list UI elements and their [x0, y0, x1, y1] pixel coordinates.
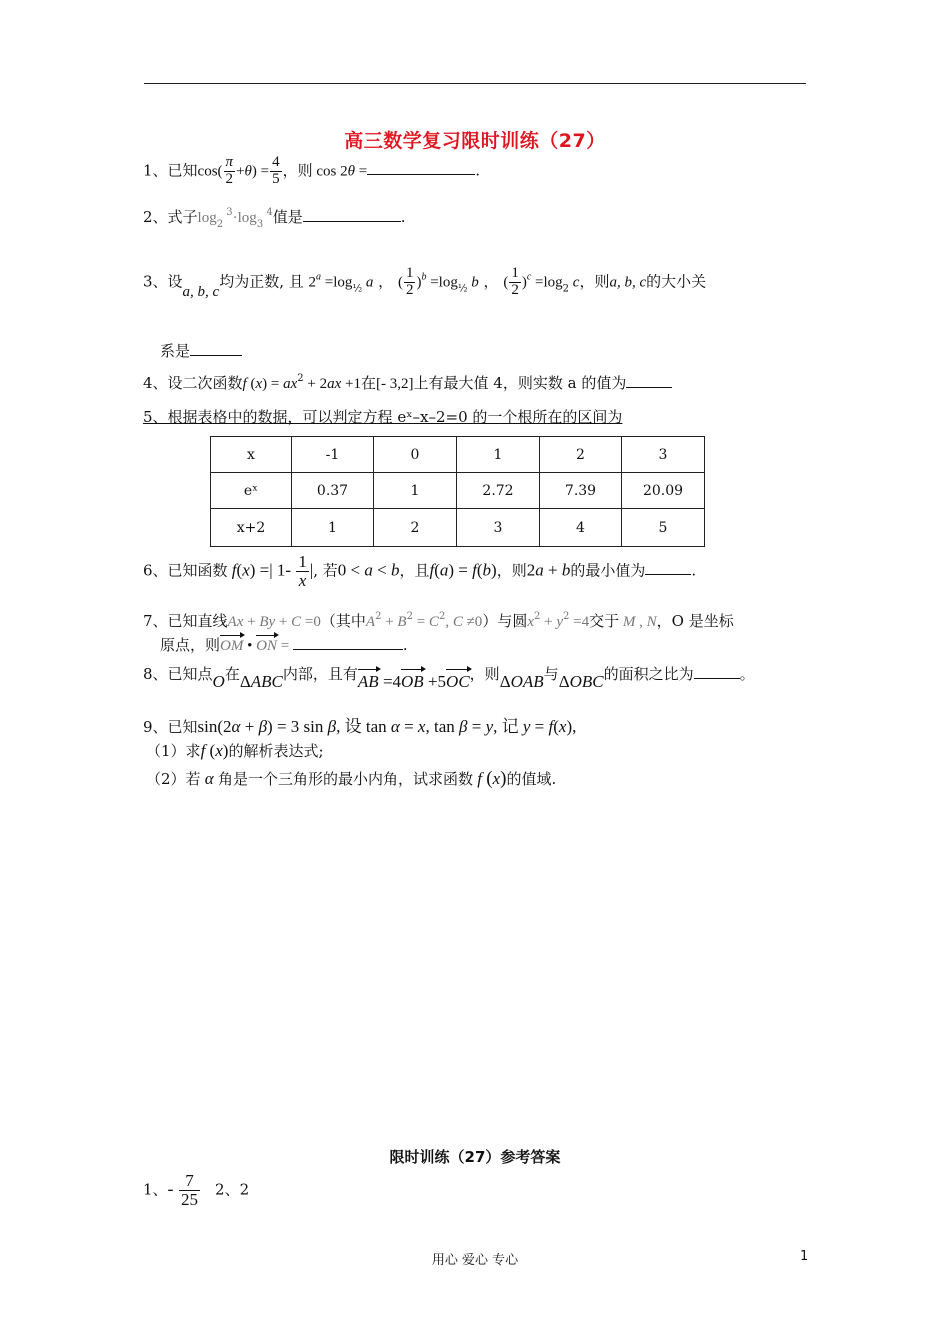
question-7-cont: 原点，则OM • ON = . — [160, 636, 408, 654]
table-cell: 2 — [540, 437, 622, 473]
page-title: 高三数学复习限时训练（27） — [344, 130, 606, 152]
question-2: 2、式子$\log_2 ^3\cdot\log_3$ $^4$值是 . — [143, 207, 406, 230]
question-3-cont: 系是 — [160, 340, 242, 361]
table-cell: 1 — [292, 509, 374, 547]
answers-title: 限时训练（27）参考答案 — [389, 1148, 561, 1166]
table-cell: -1 — [292, 437, 374, 473]
question-9: 9、已知sin(2α + β) = 3 sin β, 设 tan α = x, tan β = y, 记 y = f(x), — [143, 717, 577, 736]
table-cell: 2.72 — [457, 473, 540, 509]
question-9-part-2: （2）若 α 角是一个三角形的最小内角，试求函数 f (x)的值域. — [146, 768, 557, 789]
table-cell: 0 — [374, 437, 457, 473]
question-8: 8、已知点O在ΔABC内部，且有AB =4OB +5OC，则ΔOAB与ΔOBC的面积之比为 。 — [143, 665, 755, 691]
answer-line: 1、- $\frac{7}{25}$ 2、2 — [143, 1171, 250, 1209]
data-table — [210, 436, 705, 547]
table-cell: 2 — [374, 509, 457, 547]
table-cell: x+2 — [211, 509, 292, 547]
question-9-part-1: （1）求f (x)的解析表达式; — [146, 741, 324, 760]
table-row — [211, 437, 705, 473]
question-3: 3、设a, b, c均为正数, 且 $2^a =\log_{\frac{1}{2}}$ a ， ( $\frac{1}{2}$ )$^b =\log_{\frac{1}{2}}$ b ， ( $\frac{1}{2}$ )$^c =\log_2$ c，则a, b, c的大小关 — [143, 265, 707, 301]
question-1: 1、已知cos( $\frac{\pi}{2}$ +θ) = $\frac{4}{5}$ ，则 cos 2θ = . — [143, 154, 481, 187]
question-7: 7、已知直线Ax + By + C =0（其中$A^2 + B^2 = C^2$, C ≠0）与圆$x^2 + y^2 =4$交于 M , N，O 是坐标 — [143, 611, 734, 630]
question-6: 6、已知函数 f(x) =| 1- $\frac{1}{x}$ |, 若0 < a < b，且f(a) = f(b)，则2a + b的最小值为 . — [143, 552, 697, 590]
header-rule — [144, 83, 806, 84]
table-cell: 3 — [457, 509, 540, 547]
table-cell: 3 — [622, 437, 705, 473]
question-5: 5、根据表格中的数据，可以判定方程 eˣ–x–2=0 的一个根所在的区间为 — [143, 408, 623, 426]
table-cell: 5 — [622, 509, 705, 547]
page-number: 1 — [800, 1249, 809, 1264]
table-row — [211, 473, 705, 509]
table-cell: 4 — [540, 509, 622, 547]
table-cell: 0.37 — [292, 473, 374, 509]
table-cell: 7.39 — [540, 473, 622, 509]
table-cell: 1 — [374, 473, 457, 509]
table-cell: 20.09 — [622, 473, 705, 509]
table-row — [211, 509, 705, 547]
footer-text: 用心 爱心 专心 — [431, 1253, 519, 1268]
table-cell: eˣ — [211, 473, 292, 509]
table-cell: 1 — [457, 437, 540, 473]
table-cell: x — [211, 437, 292, 473]
question-4: 4、设二次函数f $(x) = ax^2 + 2ax +1$在[- 3,2]上有最大值 4，则实数 a 的值为 — [143, 372, 672, 393]
